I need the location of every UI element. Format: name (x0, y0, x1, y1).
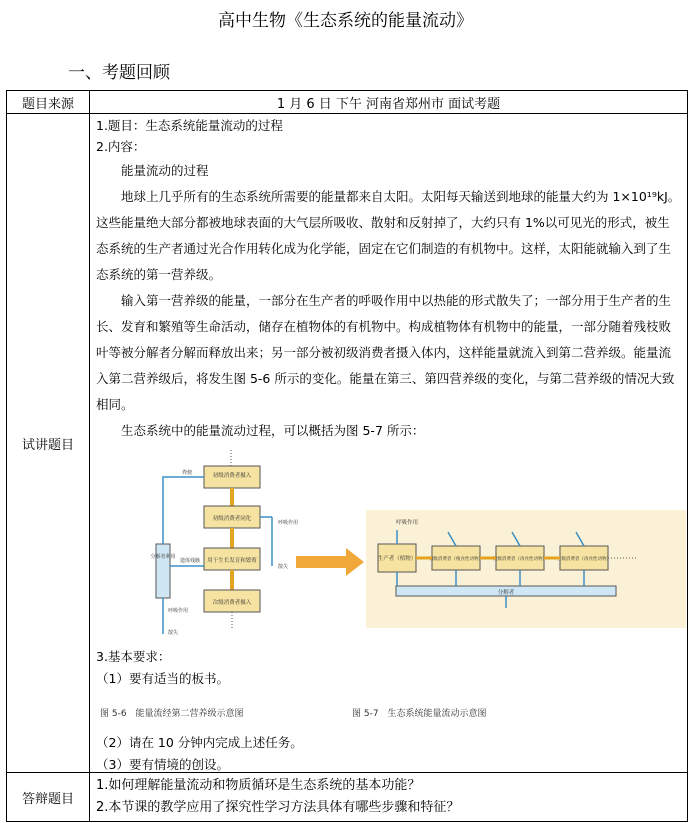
caption-5-6: 图 5-6 能量流经第二营养级示意图 (100, 709, 244, 719)
main-cell (90, 114, 688, 773)
topic-line: 1.题目：生态系统能量流动的过程 (96, 118, 283, 133)
paragraph-2: 输入第一营养级的能量，一部分在生产者的呼吸作用中以热能的形式散失了；一部分用于生产者的生长、发育和繁殖等生命活动，储存在植物体的有机物中。构成植物体有机物中的能量，一部分随着残枝败叶等被分解者分解而释放出来；另一部分被初级消费者摄入体内，这样能量就流入到第二营养级。能量流入第二营养级后，将发生图 5-6 所示的变化。能量在第三、第四营养级的变化，与第二营养级的情况大致相同。 (96, 293, 675, 412)
table-row (7, 114, 688, 773)
fig56-loss2: 散失 (168, 630, 179, 636)
qa-question-2: 2.本节课的教学应用了探究性学习方法具体有哪些步骤和特征？ (96, 800, 460, 815)
req-label: 3.基本要求： (96, 649, 171, 664)
paragraph-1: 地球上几乎所有的生态系统所需要的能量都来自太阳。太阳每天输送到地球的能量大约为 1×10¹⁹kJ。这些能量绝大部分都被地球表面的大气层所吸收、散射和反射掉了，大约只有 1%以可见光的形式，被生态系统的生产者通过光合作用转化成为化学能，固定在它们制造的有机物中。这样，太阳能就输入到了生态系统的第一营养级。 (96, 189, 681, 282)
source-label: 题目来源 (7, 91, 90, 114)
figures (96, 448, 681, 646)
caption-row (96, 690, 681, 732)
fig56-box4-text: 次级消费者摄入 (212, 600, 252, 606)
req-1: （1）要有适当的板书。 (96, 671, 229, 686)
fig56-feces: 粪便 (182, 470, 193, 476)
fig56-remains: 遗体残骸 (180, 558, 201, 564)
fig57-producer-text: 生产者（植物） (377, 556, 417, 562)
section-heading: 一、考题回顾 (68, 63, 170, 83)
source-value: 1 月 6 日 下午 河南省郑州市 面试考题 (90, 91, 688, 114)
fig57-decomposer-text: 分解者 (497, 590, 515, 596)
fig56-box2-text: 初级消费者同化 (212, 516, 252, 522)
fig57-c3-text: 三级消费者（肉食性动物） (557, 557, 611, 562)
energy-flow-diagrams (96, 448, 686, 646)
req-2: （2）请在 10 分钟内完成上述任务。 (96, 735, 303, 750)
fig57-c1-text: 初级消费者（植食性动物） (429, 557, 483, 562)
fig56-resp2: 呼吸作用 (168, 608, 189, 614)
page-title: 高中生物《生态系统的能量流动》 (218, 11, 473, 31)
fig56-resp: 呼吸作用 (278, 520, 299, 526)
figure-5-7 (366, 510, 686, 628)
fig56-box3-text: 用于生长发育和繁殖 (207, 558, 257, 564)
fig56-loss: 散失 (278, 564, 289, 570)
fig57-c2-text: 次级消费者（肉食性动物） (493, 557, 547, 562)
content-label: 2.内容： (96, 139, 146, 154)
qa-question-1: 1.如何理解能量流动和物质循环是生态系统的基本功能？ (96, 778, 421, 793)
fig56-decomposer-text: 分解者利用 (150, 554, 176, 560)
content-subtitle: 能量流动的过程 (121, 163, 209, 178)
figure-5-6 (150, 450, 298, 636)
exam-table (6, 90, 688, 822)
paragraph-3: 生态系统中的能量流动过程，可以概括为图 5-7 所示： (121, 423, 425, 438)
fig57-resp: 呼吸作用 (396, 520, 419, 526)
qa-label: 答辩题目 (7, 773, 90, 822)
main-label: 试讲题目 (7, 114, 90, 773)
fig56-box1-text: 初级消费者摄入 (212, 473, 252, 479)
qa-cell (90, 773, 688, 822)
caption-5-7: 图 5-7 生态系统能量流动示意图 (352, 709, 487, 719)
req-3: （3）要有情境的创设。 (96, 757, 229, 772)
table-row (7, 773, 688, 822)
transition-arrow (296, 548, 364, 576)
table-row (7, 91, 688, 114)
fig56-decomposer (156, 544, 170, 598)
